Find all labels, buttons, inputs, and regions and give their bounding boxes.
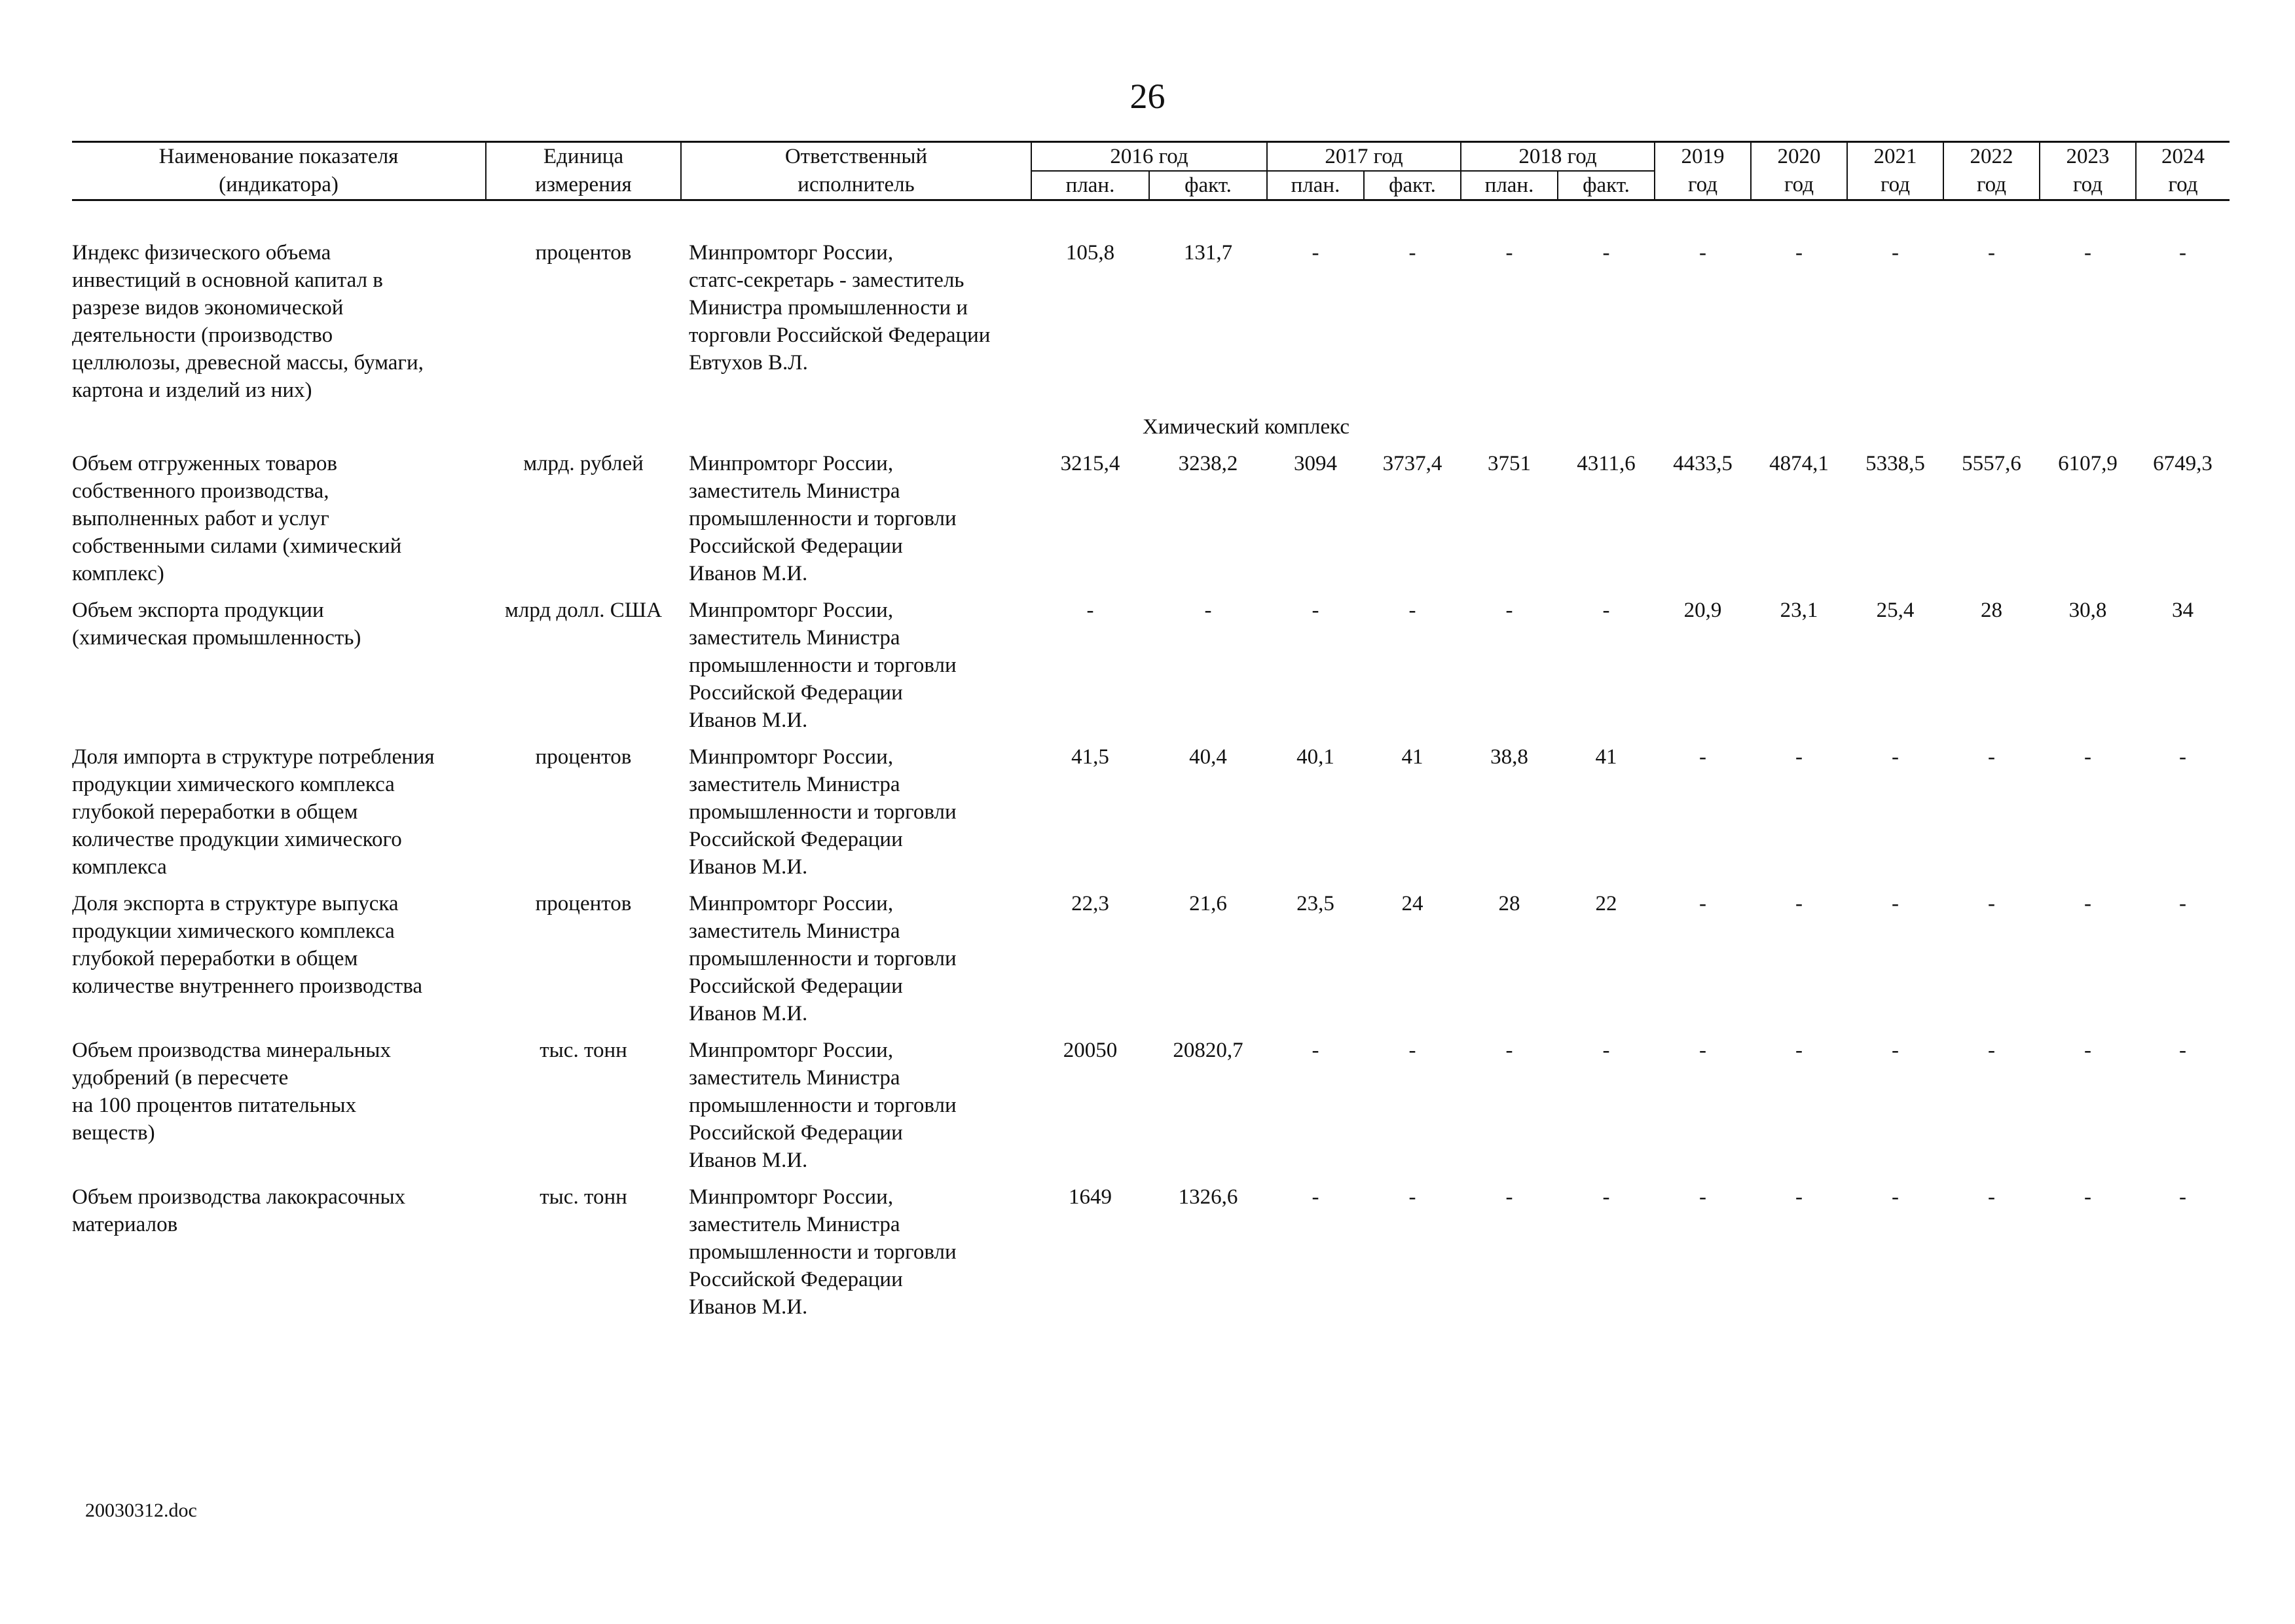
value-cell: 41,5 xyxy=(1071,745,1109,769)
value-cell: 34 xyxy=(2172,599,2194,622)
value-cell: - xyxy=(1699,892,1706,915)
header-exec-sub: исполнитель xyxy=(681,171,1031,200)
value-cell: 3737,4 xyxy=(1382,452,1442,475)
executor-line: Евтухов В.Л. xyxy=(689,351,808,375)
header-name: Наименование показателя xyxy=(72,142,486,172)
value-cell: - xyxy=(1505,599,1513,622)
indicator-unit: млрд. рублей xyxy=(523,452,644,475)
value-cell: - xyxy=(2084,1039,2091,1062)
indicators-table xyxy=(72,141,2230,1330)
row-gap xyxy=(72,587,2230,597)
value-cell: - xyxy=(1312,1039,1319,1062)
value-cell: - xyxy=(1408,1185,1416,1209)
value-cell: 6749,3 xyxy=(2153,452,2212,475)
value-cell: - xyxy=(1892,1039,1899,1062)
indicator-name-line: картона и изделий из них) xyxy=(72,378,312,402)
value-cell: - xyxy=(2084,745,2091,769)
row-gap xyxy=(72,734,2230,743)
value-cell: 1326,6 xyxy=(1178,1185,1238,1209)
footer-filename: 20030312.doc xyxy=(85,1500,197,1521)
value-cell: 4311,6 xyxy=(1577,452,1636,475)
executor-line: Минпромторг России, xyxy=(689,1039,894,1062)
responsible-executor xyxy=(681,239,1031,404)
indicator-name-line: глубокой переработки в общем xyxy=(72,800,358,824)
table-row xyxy=(72,597,2230,734)
value-cell: 20820,7 xyxy=(1173,1039,1243,1062)
value-cell: - xyxy=(2084,241,2091,265)
indicator-unit: млрд долл. США xyxy=(505,599,662,622)
executor-line: Минпромторг России, xyxy=(689,241,894,265)
value-cell: 38,8 xyxy=(1490,745,1528,769)
value-cell: - xyxy=(1699,745,1706,769)
table-header-row-1 xyxy=(72,142,2230,172)
indicator-name-line: разрезе видов экономической xyxy=(72,296,344,320)
header-2016: 2016 год xyxy=(1031,142,1267,172)
value-cell: - xyxy=(1988,1185,1995,1209)
value-cell: - xyxy=(1505,1185,1513,1209)
indicator-name-line: Индекс физического объема xyxy=(72,241,331,265)
table-row xyxy=(72,450,2230,587)
indicator-name-line: (химическая промышленность) xyxy=(72,626,361,650)
value-cell: 20,9 xyxy=(1683,599,1722,622)
value-cell: 40,1 xyxy=(1296,745,1334,769)
indicator-name-line: продукции химического комплекса xyxy=(72,919,395,943)
value-cell: - xyxy=(1988,241,1995,265)
value-cell: - xyxy=(2179,892,2186,915)
header-2022-sub: год xyxy=(1943,171,2040,200)
executor-line: заместитель Министра xyxy=(689,479,900,503)
header-2021-sub: год xyxy=(1847,171,1943,200)
value-cell: 105,8 xyxy=(1065,241,1115,265)
responsible-executor xyxy=(681,890,1031,1027)
table-row xyxy=(72,239,2230,404)
indicator-name xyxy=(72,239,486,404)
executor-line: заместитель Министра xyxy=(689,1066,900,1090)
header-unit: Единица xyxy=(486,142,681,172)
indicator-unit: тыс. тонн xyxy=(540,1185,627,1209)
value-cell: 5338,5 xyxy=(1865,452,1925,475)
header-2018-plan: план. xyxy=(1461,171,1558,200)
indicator-name xyxy=(72,1037,486,1174)
value-cell: - xyxy=(1795,745,1803,769)
executor-line: промышленности и торговли xyxy=(689,507,957,530)
value-cell: 40,4 xyxy=(1189,745,1227,769)
row-gap xyxy=(72,1027,2230,1037)
indicator-unit: процентов xyxy=(535,892,632,915)
responsible-executor xyxy=(681,743,1031,881)
section-title: Химический комплекс xyxy=(1142,415,1350,439)
table-row xyxy=(72,1037,2230,1174)
row-gap xyxy=(72,1321,2230,1330)
value-cell: - xyxy=(1408,241,1416,265)
header-2022: 2022 xyxy=(1943,142,2040,172)
value-cell: - xyxy=(1204,599,1212,622)
row-gap xyxy=(72,1174,2230,1183)
header-2018-fact: факт. xyxy=(1558,171,1655,200)
indicator-name-line: Объем экспорта продукции xyxy=(72,599,324,622)
row-gap xyxy=(72,404,2230,413)
value-cell: - xyxy=(1795,1039,1803,1062)
indicator-name xyxy=(72,890,486,1027)
value-cell: - xyxy=(1312,241,1319,265)
header-2017-fact: факт. xyxy=(1364,171,1461,200)
indicator-name-line: количестве продукции химического xyxy=(72,828,402,851)
value-cell: - xyxy=(2084,892,2091,915)
executor-line: статс-секретарь - заместитель xyxy=(689,268,964,292)
value-cell: 3751 xyxy=(1488,452,1531,475)
value-cell: - xyxy=(1505,241,1513,265)
executor-line: Российской Федерации xyxy=(689,1268,903,1291)
value-cell: - xyxy=(2084,1185,2091,1209)
value-cell: - xyxy=(1795,241,1803,265)
indicator-name-line: собственного производства, xyxy=(72,479,329,503)
value-cell: 25,4 xyxy=(1876,599,1915,622)
value-cell: 20050 xyxy=(1063,1039,1118,1062)
value-cell: - xyxy=(1892,745,1899,769)
indicator-name-line: материалов xyxy=(72,1213,178,1236)
responsible-executor xyxy=(681,1037,1031,1174)
indicator-name-line: Объем отгруженных товаров xyxy=(72,452,337,475)
indicator-name xyxy=(72,743,486,881)
value-cell: - xyxy=(1602,241,1610,265)
value-cell: - xyxy=(1988,745,1995,769)
value-cell: 1649 xyxy=(1069,1185,1112,1209)
header-2019: 2019 xyxy=(1655,142,1751,172)
header-2017-plan: план. xyxy=(1267,171,1364,200)
executor-line: Минпромторг России, xyxy=(689,745,894,769)
value-cell: 30,8 xyxy=(2068,599,2107,622)
executor-line: Российской Федерации xyxy=(689,974,903,998)
value-cell: - xyxy=(1602,1185,1610,1209)
header-exec: Ответственный xyxy=(681,142,1031,172)
executor-line: заместитель Министра xyxy=(689,626,900,650)
executor-line: Минпромторг России, xyxy=(689,1185,894,1209)
value-cell: 3215,4 xyxy=(1060,452,1120,475)
header-2016-fact: факт. xyxy=(1149,171,1267,200)
value-cell: - xyxy=(1892,241,1899,265)
value-cell: - xyxy=(1312,599,1319,622)
value-cell: 3238,2 xyxy=(1178,452,1238,475)
value-cell: 5557,6 xyxy=(1962,452,2021,475)
header-2023: 2023 xyxy=(2040,142,2136,172)
value-cell: 41 xyxy=(1401,745,1423,769)
executor-line: Минпромторг России, xyxy=(689,452,894,475)
responsible-executor xyxy=(681,1183,1031,1321)
section-row xyxy=(72,413,2230,450)
executor-line: Иванов М.И. xyxy=(689,562,808,585)
value-cell: - xyxy=(1408,1039,1416,1062)
table-row xyxy=(72,743,2230,881)
indicator-name-line: деятельности (производство xyxy=(72,323,333,347)
row-gap xyxy=(72,881,2230,890)
indicator-name-line: продукции химического комплекса xyxy=(72,773,395,796)
value-cell: - xyxy=(2179,1185,2186,1209)
executor-line: промышленности и торговли xyxy=(689,947,957,970)
value-cell: 4433,5 xyxy=(1673,452,1733,475)
header-2021: 2021 xyxy=(1847,142,1943,172)
value-cell: - xyxy=(1892,892,1899,915)
executor-line: промышленности и торговли xyxy=(689,1240,957,1264)
header-unit-sub: измерения xyxy=(486,171,681,200)
table-header-row-2 xyxy=(72,171,2230,200)
indicator-name-line: количестве внутреннего производства xyxy=(72,974,423,998)
header-2023-sub: год xyxy=(2040,171,2136,200)
executor-line: Российской Федерации xyxy=(689,828,903,851)
header-2020-sub: год xyxy=(1751,171,1847,200)
indicator-name-line: веществ) xyxy=(72,1121,155,1145)
executor-line: Иванов М.И. xyxy=(689,1295,808,1319)
indicator-name xyxy=(72,450,486,587)
executor-line: Минпромторг России, xyxy=(689,599,894,622)
indicator-unit: процентов xyxy=(535,745,632,769)
executor-line: Российской Федерации xyxy=(689,1121,903,1145)
header-2016-plan: план. xyxy=(1031,171,1149,200)
executor-line: Иванов М.И. xyxy=(689,855,808,879)
indicator-name-line: инвестиций в основной капитал в xyxy=(72,268,383,292)
executor-line: Иванов М.И. xyxy=(689,709,808,732)
value-cell: - xyxy=(2179,745,2186,769)
executor-line: Иванов М.И. xyxy=(689,1149,808,1172)
header-2024: 2024 xyxy=(2136,142,2230,172)
executor-line: заместитель Министра xyxy=(689,1213,900,1236)
indicator-name-line: комплекс) xyxy=(72,562,164,585)
header-name-sub: (индикатора) xyxy=(72,171,486,200)
table-row xyxy=(72,1183,2230,1321)
value-cell: 28 xyxy=(1981,599,2002,622)
value-cell: 22,3 xyxy=(1071,892,1109,915)
executor-line: Российской Федерации xyxy=(689,681,903,705)
header-2024-sub: год xyxy=(2136,171,2230,200)
indicator-unit: тыс. тонн xyxy=(540,1039,627,1062)
header-2018: 2018 год xyxy=(1461,142,1655,172)
value-cell: - xyxy=(2179,1039,2186,1062)
header-2017: 2017 год xyxy=(1267,142,1461,172)
executor-line: торговли Российской Федерации xyxy=(689,323,991,347)
value-cell: - xyxy=(1505,1039,1513,1062)
value-cell: - xyxy=(1988,1039,1995,1062)
header-2020: 2020 xyxy=(1751,142,1847,172)
executor-line: промышленности и торговли xyxy=(689,654,957,677)
value-cell: - xyxy=(1602,599,1610,622)
indicator-name-line: Доля экспорта в структуре выпуска xyxy=(72,892,399,915)
table-row xyxy=(72,890,2230,1027)
value-cell: 41 xyxy=(1595,745,1617,769)
value-cell: - xyxy=(1699,1185,1706,1209)
indicator-name-line: Объем производства минеральных xyxy=(72,1039,391,1062)
value-cell: - xyxy=(1892,1185,1899,1209)
value-cell: - xyxy=(1312,1185,1319,1209)
value-cell: - xyxy=(1602,1039,1610,1062)
header-2019-sub: год xyxy=(1655,171,1751,200)
indicator-name-line: комплекса xyxy=(72,855,167,879)
value-cell: - xyxy=(1795,1185,1803,1209)
value-cell: 24 xyxy=(1401,892,1423,915)
responsible-executor xyxy=(681,597,1031,734)
indicator-name-line: целлюлозы, древесной массы, бумаги, xyxy=(72,351,424,375)
indicator-name-line: глубокой переработки в общем xyxy=(72,947,358,970)
indicator-name xyxy=(72,1183,486,1321)
value-cell: 23,5 xyxy=(1296,892,1334,915)
indicator-unit: процентов xyxy=(535,241,632,265)
executor-line: Министра промышленности и xyxy=(689,296,968,320)
value-cell: 3094 xyxy=(1294,452,1337,475)
value-cell: 4874,1 xyxy=(1769,452,1829,475)
indicator-name-line: выполненных работ и услуг xyxy=(72,507,329,530)
value-cell: - xyxy=(1086,599,1094,622)
value-cell: 22 xyxy=(1595,892,1617,915)
value-cell: - xyxy=(1699,1039,1706,1062)
indicator-name-line: на 100 процентов питательных xyxy=(72,1094,357,1117)
value-cell: - xyxy=(2179,241,2186,265)
indicator-name xyxy=(72,597,486,734)
indicator-name-line: удобрений (в пересчете xyxy=(72,1066,289,1090)
value-cell: - xyxy=(1699,241,1706,265)
value-cell: - xyxy=(1408,599,1416,622)
executor-line: Минпромторг России, xyxy=(689,892,894,915)
value-cell: 131,7 xyxy=(1183,241,1233,265)
indicator-name-line: собственными силами (химический xyxy=(72,534,402,558)
executor-line: Российской Федерации xyxy=(689,534,903,558)
value-cell: 23,1 xyxy=(1780,599,1818,622)
header-spacer xyxy=(72,200,2230,240)
responsible-executor xyxy=(681,450,1031,587)
indicator-name-line: Доля импорта в структуре потребления xyxy=(72,745,435,769)
executor-line: заместитель Министра xyxy=(689,773,900,796)
value-cell: - xyxy=(1795,892,1803,915)
value-cell: 6107,9 xyxy=(2058,452,2118,475)
value-cell: 21,6 xyxy=(1189,892,1227,915)
indicator-name-line: Объем производства лакокрасочных xyxy=(72,1185,406,1209)
value-cell: - xyxy=(1988,892,1995,915)
executor-line: промышленности и торговли xyxy=(689,1094,957,1117)
page-number: 26 xyxy=(1129,77,1166,116)
value-cell: 28 xyxy=(1498,892,1520,915)
executor-line: заместитель Министра xyxy=(689,919,900,943)
executor-line: промышленности и торговли xyxy=(689,800,957,824)
executor-line: Иванов М.И. xyxy=(689,1002,808,1025)
